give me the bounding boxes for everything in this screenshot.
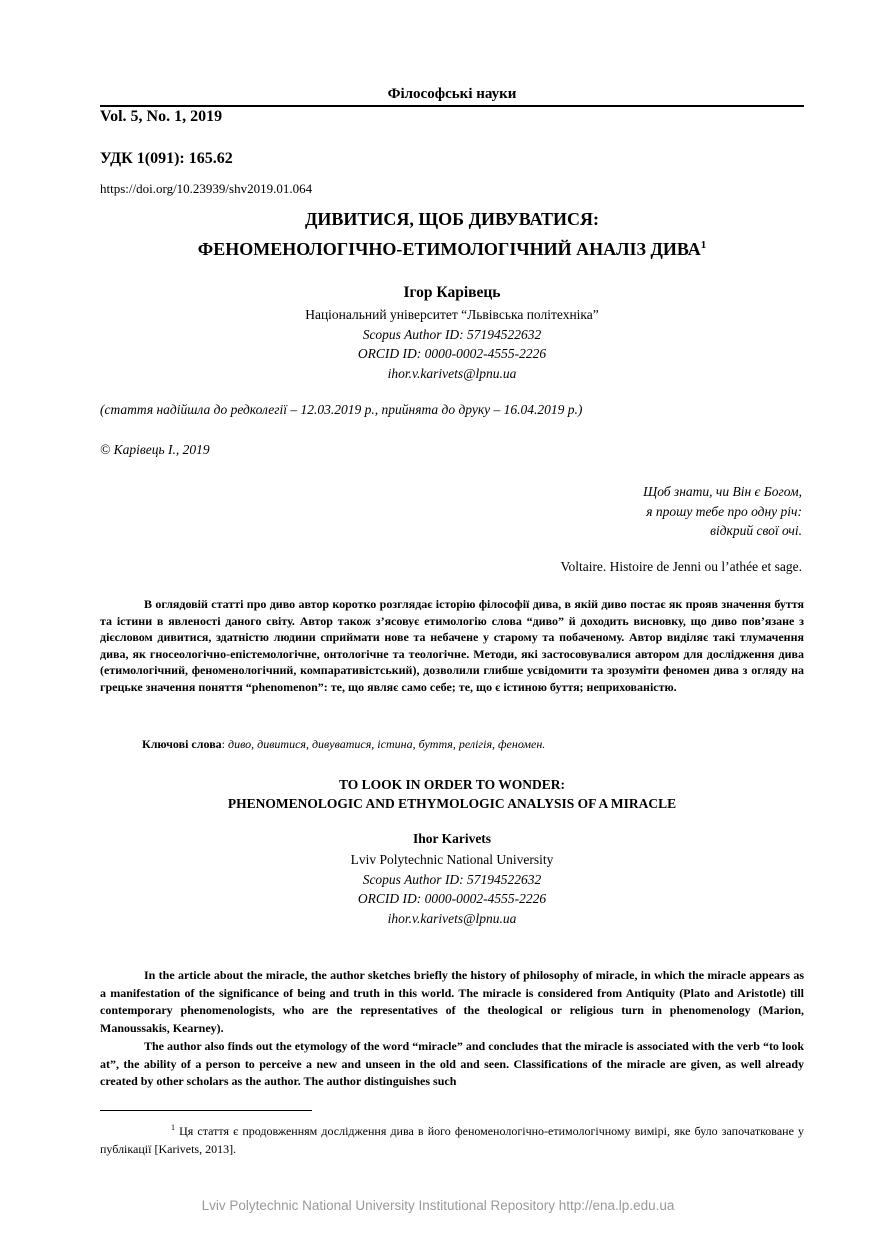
doi-link[interactable]: https://doi.org/10.23939/shv2019.01.064	[100, 181, 313, 196]
en-author-block	[100, 850, 804, 928]
ua-abstract	[100, 596, 804, 696]
repository-footer[interactable]: Lviv Polytechnic National University Institutional Repository http://ena.lp.edu.ua	[201, 1198, 675, 1213]
epigraph	[382, 482, 802, 541]
ua-keywords: Ключові слова: диво, дивитися, дивуватися, істина, буття, релігія, феномен.	[142, 737, 546, 751]
ua-scopus-id: Scopus Author ID: 57194522632	[362, 326, 542, 342]
footnote-text: Ця стаття є продовженням дослідження дива в його феноменологічно-етимологічному вимірі, яке було започатковане у публікації [Karivets, 2013].	[100, 1124, 804, 1156]
en-author-name: Ihor Karivets	[412, 831, 492, 846]
ua-affiliation: Національний університет “Львівська політехніка”	[305, 307, 599, 322]
en-orcid-id: ORCID ID: 0000-0002-4555-2226	[357, 891, 547, 906]
footnote-rule	[100, 1110, 312, 1111]
keywords-text: диво, дивитися, дивуватися, істина, буття, релігія, феномен.	[228, 737, 546, 751]
footnote	[100, 1122, 804, 1158]
en-title	[100, 775, 804, 813]
epigraph-line: відкрий свої очі.	[710, 523, 802, 538]
ua-title	[100, 204, 804, 264]
epigraph-line: Щоб знати, чи Він є Богом,	[643, 484, 802, 499]
en-title-line1: TO LOOK IN ORDER TO WONDER:	[339, 777, 565, 792]
udk-code: УДК 1(091): 165.62	[100, 150, 233, 167]
ua-orcid-id: ORCID ID: 0000-0002-4555-2226	[357, 346, 547, 361]
en-title-line2: PHENOMENOLOGIC AND ETHYMOLOGIC ANALYSIS OF A MIRACLE	[227, 796, 677, 811]
en-affiliation: Lviv Polytechnic National University	[350, 852, 554, 867]
title-footnote-mark[interactable]: 1	[700, 239, 707, 251]
epigraph-line: я прошу тебе про одну річ:	[646, 503, 802, 519]
en-abstract-paragraph: In the article about the miracle, the author sketches briefly the history of philosophy of miracle, in which the miracle appears as a manifestation of the significance of being and truth in this world. The miracle is considered from Antiquity (Plato and Aristotle) till contemporary phenomenologists, who are the representatives of the theological or religious turn in phenomenology (Marion, Manoussakis, Kearney).	[100, 968, 804, 1036]
ua-title-line2-text: ФЕНОМЕНОЛОГІЧНО-ЕТИМОЛОГІЧНИЙ АНАЛІЗ ДИВА	[197, 239, 701, 259]
keywords-label: Ключові слова	[142, 737, 222, 751]
header-rule	[100, 105, 804, 107]
ua-email[interactable]: ihor.v.karivets@lpnu.ua	[387, 365, 517, 381]
en-scopus-id: Scopus Author ID: 57194522632	[362, 871, 542, 887]
ua-abstract-text: В оглядовій статті про диво автор коротко розглядає історію філософії дива, в якій диво постає як прояв значення буття та істини в явленості даного світу. Автор також з’ясовує етимологію слова “диво” й доходить висновку, що диво пов’язане з дієсловом дивитися, здатністю людини сприймати нове та небачене у старому та побаченому. Автор виділяє такі тлумачення дива, як гносеологічно-епістемологічне, онтологічне та теологічне. Методи, які застосовувалися автором для дослідження дива (етимологічний, феноменологічний, компаративістський), дозволили глибше усвідомити та зрозуміти феномен дива з огляду на грецьке значення поняття “phenomenon”: те, що являє само себе; те, що є істиною буття; неприхованістю.	[100, 597, 804, 694]
copyright: © Карівець І., 2019	[100, 442, 210, 457]
epigraph-source: Voltaire. Histoire de Jenni ou l’athée et sage.	[560, 559, 802, 574]
ua-author-block	[100, 305, 804, 383]
en-abstract	[100, 967, 804, 1091]
ua-title-line1: ДИВИТИСЯ, ЩОБ ДИВУВАТИСЯ:	[305, 209, 599, 229]
en-email[interactable]: ihor.v.karivets@lpnu.ua	[387, 910, 517, 926]
journal-section-header: Філософські науки	[387, 86, 517, 102]
ua-author-name: Ігор Карівець	[403, 284, 501, 301]
en-abstract-paragraph: The author also finds out the etymology of the word “miracle” and concludes that the miracle is associated with the verb “to look at”, the ability of a person to perceive a new and unseen in the old and seen. Classifications of the miracle are given, as well already created by other scholars as the author. The author distinguishes such	[100, 1038, 804, 1089]
volume-info: Vol. 5, No. 1, 2019	[100, 108, 223, 125]
received-dates: (стаття надійшла до редколегії – 12.03.2019 р., прийнята до друку – 16.04.2019 р.)	[100, 402, 583, 417]
footnote-mark: 1	[171, 1123, 175, 1132]
ua-title-line2	[100, 234, 804, 264]
